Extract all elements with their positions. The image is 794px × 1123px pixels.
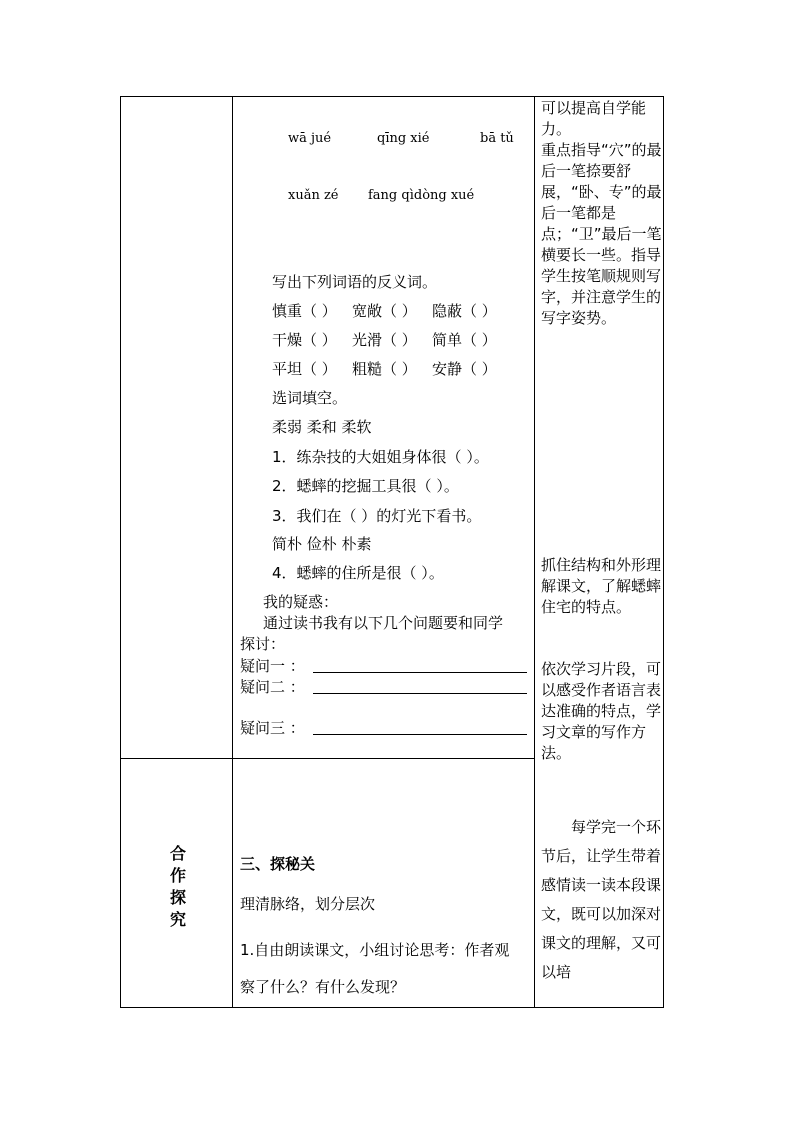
fill-word-group-2: 简朴 俭朴 朴素 [272,535,372,553]
note-emotion-reading: 每学完一个环节后，让学生带着感情读一读本段课文，既可以加深对课文的理解，又可以培 [541,818,662,981]
table-col-divider-1 [232,96,233,1008]
table-border-top [120,96,664,97]
note-self-study: 可以提高自学能力。 [541,99,647,138]
pinyin-qingxie: qīng xié [377,131,430,146]
doubt-answer-line-1[interactable] [313,672,527,673]
pinyin-batu: bā tǔ [480,131,514,146]
section-heading: 三、探秘关 [240,855,316,873]
note-writing-guide: 重点指导“穴”的最后一笔捺要舒展，“卧、专”的最后一笔都是点；“卫”最后一笔横要长一些。指导学生按笔顺规则写字，并注意学生的写字姿势。 [541,141,662,327]
table-row-divider [120,758,534,759]
pinyin-wajue: wā jué [288,131,332,146]
doubts-title: 我的疑惑： [263,593,339,611]
antonym-item: 宽敞（ ） [352,302,417,320]
fill-question-1: 1．练杂技的大姐姐身体很（ ）。 [272,448,489,466]
table-col-divider-2 [534,96,535,1008]
doubts-intro-cont: 探讨： [240,635,286,653]
fill-title: 选词填空。 [272,389,348,407]
section-label-char: 合 [169,844,186,863]
antonym-item: 隐蔽（ ） [432,302,497,320]
pinyin-fangqidongxue: fang qìdòng xué [368,188,475,203]
antonym-item: 安静（ ） [432,360,497,378]
doubts-intro: 通过读书我有以下几个问题要和同学 [263,614,504,632]
fill-question-3: 3．我们在（ ）的灯光下看书。 [272,507,482,525]
section-label-char: 作 [169,866,186,885]
section-subheading: 理清脉络，划分层次 [240,895,376,913]
table-border-bottom [120,1007,664,1008]
doubt-label-3: 疑问三 ： [240,719,305,737]
fill-question-4: 4．蟋蟀的住所是很（ ）。 [272,564,444,582]
section-question: 1.自由朗读课文，小组讨论思考：作者观 [240,941,510,959]
pinyin-xuanze: xuǎn zé [288,188,339,203]
doubt-label-2: 疑问二 ： [240,678,305,696]
note-structure: 抓住结构和外形理解课文，了解蟋蟀住宅的特点。 [541,556,662,616]
antonym-item: 干燥（ ） [272,331,337,349]
antonym-item: 慎重（ ） [272,302,337,320]
antonym-item: 粗糙（ ） [352,360,417,378]
note-reading: 依次学习片段，可以感受作者语言表达准确的特点，学习文章的写作方法。 [541,660,662,762]
antonym-item: 光滑（ ） [352,331,417,349]
doubt-label-1: 疑问一 ： [240,657,305,675]
antonyms-title: 写出下列词语的反义词。 [272,273,438,291]
fill-question-2: 2．蟋蟀的挖掘工具很（ ）。 [272,477,459,495]
section-question-cont: 察了什么？有什么发现？ [240,978,406,996]
antonym-item: 简单（ ） [432,331,497,349]
table-border-left [120,96,121,1008]
fill-word-group-1: 柔弱 柔和 柔软 [272,418,372,436]
doubt-answer-line-3[interactable] [313,734,527,735]
section-label-char: 探 [169,888,186,907]
antonym-item: 平坦（ ） [272,360,337,378]
doubt-answer-line-2[interactable] [313,693,527,694]
section-label-char: 究 [169,910,186,929]
